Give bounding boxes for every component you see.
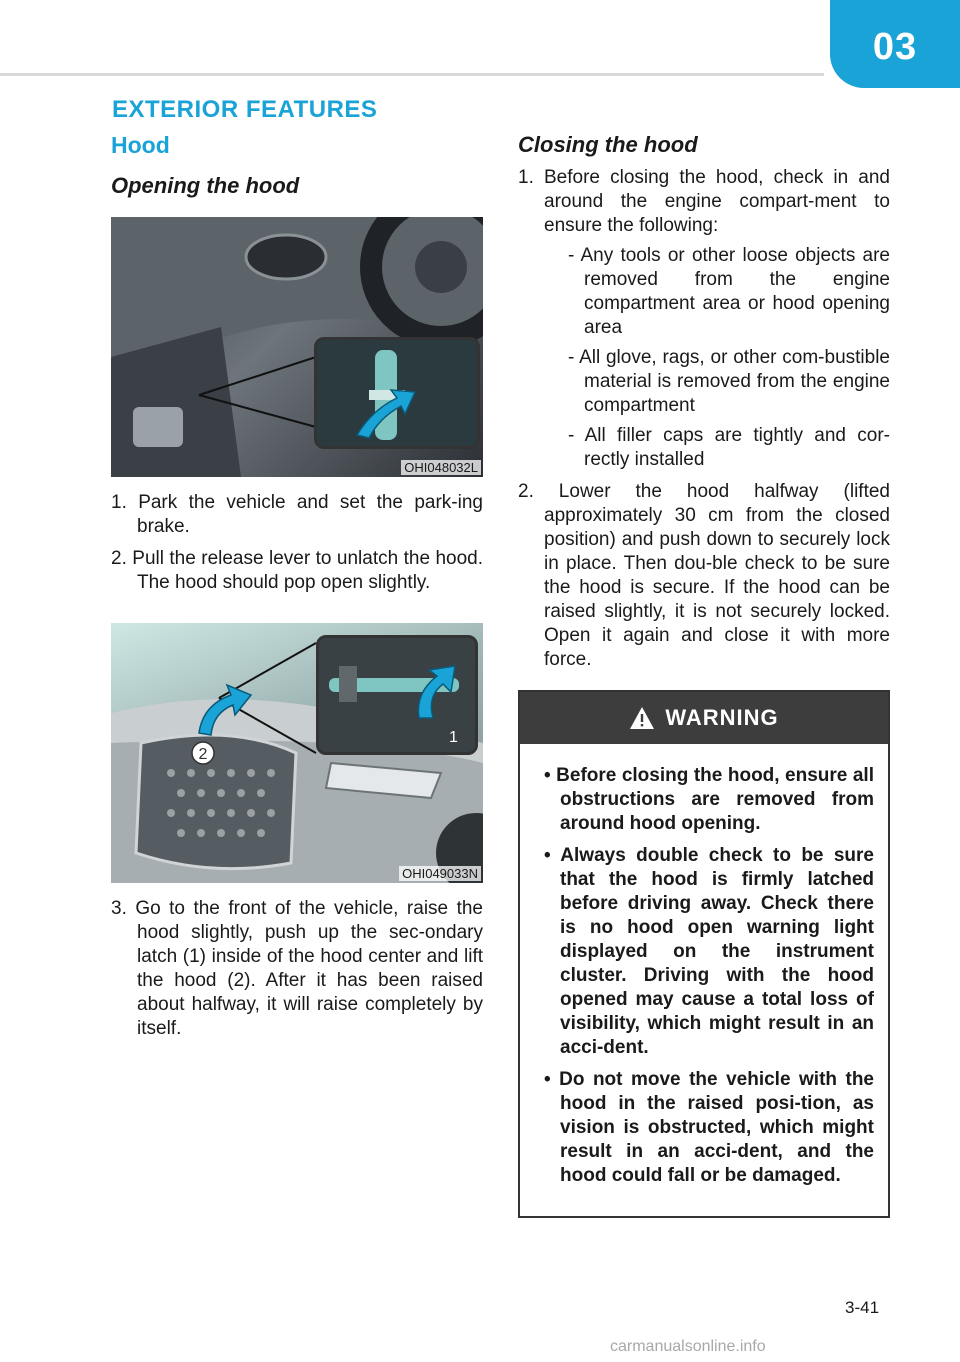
check-item: - All glove, rags, or other com-bustible material is removed from the engine compartment bbox=[568, 347, 890, 416]
opening-hood-heading: Opening the hood bbox=[111, 173, 300, 198]
check-list bbox=[544, 244, 890, 472]
chapter-tab bbox=[830, 0, 960, 88]
warning-box bbox=[518, 690, 890, 1218]
figure-code: OHI048032L bbox=[401, 460, 481, 475]
callout-1: 1 bbox=[449, 729, 458, 746]
opening-steps-b bbox=[111, 897, 483, 1041]
opening-steps-a bbox=[111, 491, 483, 595]
step-item: 2. Lower the hood halfway (lifted approximately 30 cm from the closed position) and push down to securely lock in place. Then dou-ble check to be sure the hood is secure. If the hood can be raised slightly, it is not securely locked. Open it again and close it with more force. bbox=[518, 481, 890, 670]
step-item: 1. Park the vehicle and set the park-ing brake. bbox=[111, 492, 483, 537]
step-item: 3. Go to the front of the vehicle, raise the hood slightly, push up the sec-ondary latch (1) inside of the hood center and lift the hood (2). After it has been raised about halfway, it will raise completely by itself. bbox=[111, 898, 483, 1039]
topic-heading: Hood bbox=[111, 132, 170, 158]
warning-title: WARNING bbox=[665, 705, 779, 730]
watermark: carmanualsonline.info bbox=[610, 1338, 766, 1355]
step-item: 2. Pull the release lever to unlatch the hood. The hood should pop open slightly. bbox=[111, 548, 483, 593]
latch-inset bbox=[316, 635, 478, 755]
section-title: EXTERIOR FEATURES bbox=[112, 96, 378, 123]
step-text: 1. Before closing the hood, check in and around the engine compart-ment to ensure the following: bbox=[518, 167, 890, 236]
chapter-number: 03 bbox=[872, 25, 918, 68]
closing-hood-heading: Closing the hood bbox=[518, 132, 698, 157]
warning-triangle-icon bbox=[629, 706, 655, 730]
page-number: 3-41 bbox=[845, 1298, 880, 1317]
right-column bbox=[518, 130, 890, 1218]
check-item: - Any tools or other loose objects are removed from the engine compartment area or hood opening area bbox=[568, 245, 890, 338]
figure-release-lever bbox=[111, 217, 483, 477]
lever-inset bbox=[314, 337, 480, 449]
warning-item: • Do not move the vehicle with the hood in the raised posi-tion, as vision is obstructed, which might result in an acci-dent, and the hood could fall or be damaged. bbox=[544, 1069, 874, 1186]
warning-item: • Before closing the hood, ensure all obstructions are removed from around hood opening. bbox=[544, 765, 874, 834]
warning-list bbox=[520, 744, 888, 1216]
header-rule bbox=[0, 73, 824, 76]
figure-front-latch bbox=[111, 623, 483, 883]
closing-steps bbox=[518, 166, 890, 672]
warning-header bbox=[520, 692, 888, 744]
check-item: - All filler caps are tightly and cor-rectly installed bbox=[568, 425, 890, 470]
warning-item: • Always double check to be sure that the hood is firmly latched before driving away. Check there is no hood open warning light displayed on the instrument cluster. Driving with the hood opened may cause a total loss of visibility, which might result in an acci-dent. bbox=[544, 845, 874, 1058]
callout-2: 2 bbox=[198, 746, 208, 763]
step-item bbox=[518, 166, 890, 472]
figure-code: OHI049033N bbox=[399, 866, 481, 881]
left-column bbox=[111, 130, 483, 1049]
